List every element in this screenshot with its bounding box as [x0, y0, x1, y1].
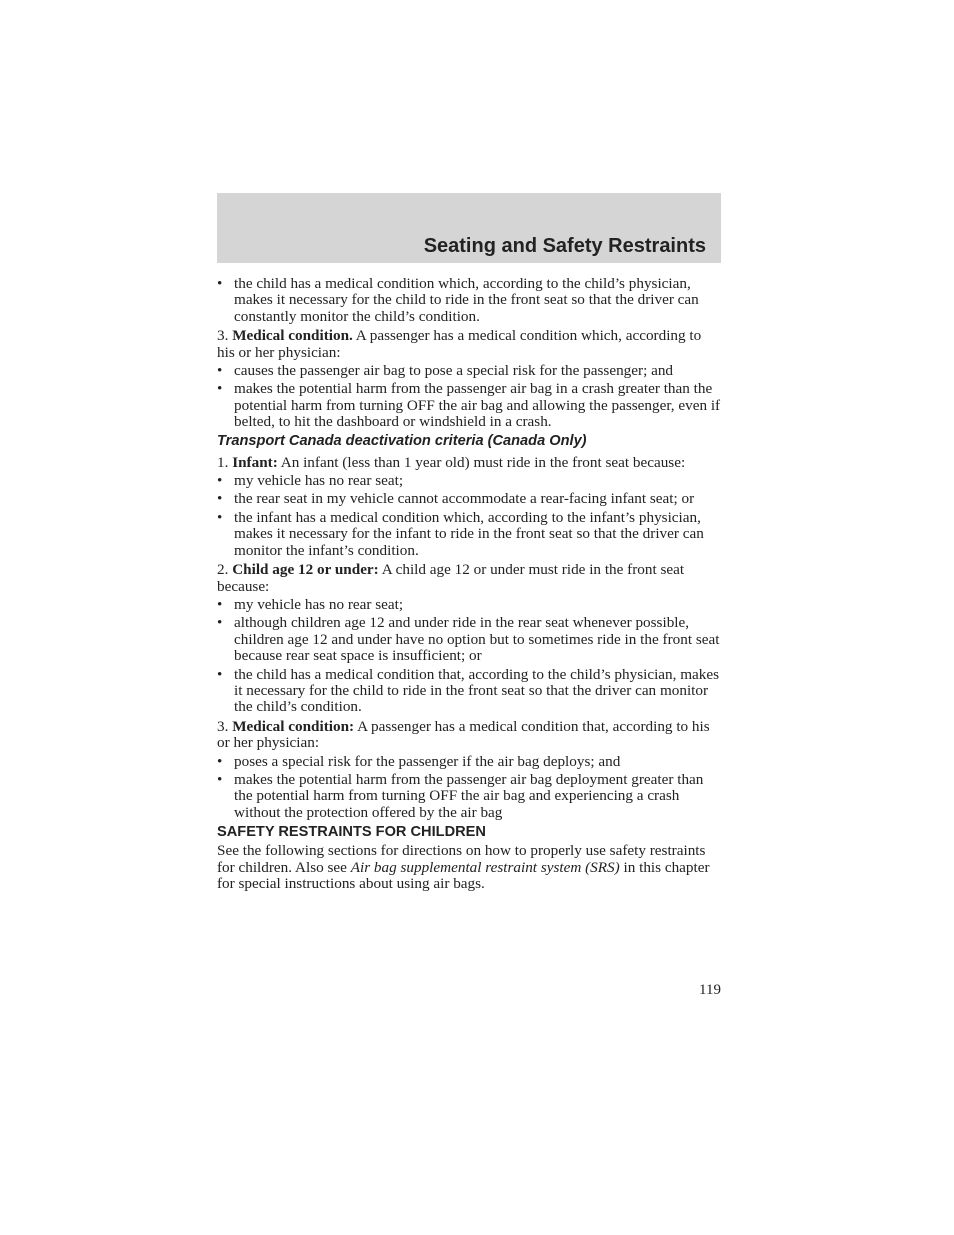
list-item: • poses a special risk for the passenger if the air bag deploys; and — [217, 752, 621, 770]
list-item: • the child has a medical condition which, according to the child’s physician, makes it necessary for the child to ride in the front seat so that the driver can constantly monitor the child’s condition. — [217, 275, 699, 325]
bullet-icon: • — [217, 770, 223, 788]
subheading: Transport Canada deactivation criteria (Canada Only) — [217, 432, 587, 449]
list-item: • makes the potential harm from the passenger air bag in a crash greater than the potential harm from turning OFF the air bag and allowing the passenger, even if belted, to hit the dashboard or windshield in a crash. — [217, 380, 721, 431]
bullet-icon: • — [217, 752, 223, 770]
list-item: • makes the potential harm from the passenger air bag deployment greater than the potential harm from turning OFF the air bag and experiencing a crash without the protection offered by the air bag — [217, 770, 704, 821]
paragraph: 1. Infant: An infant (less than 1 year old) must ride in the front seat because: — [217, 453, 686, 471]
list-item: • my vehicle has no rear seat; — [217, 472, 404, 490]
paragraph: 2. Child age 12 or under: A child age 12 or under must ride in the front seat because: — [217, 561, 685, 595]
cross-reference: Air bag supplemental restraint system (SRS) — [350, 858, 620, 876]
paragraph: 3. Medical condition: A passenger has a medical condition that, according to his or her physician: — [217, 717, 710, 752]
list-item: • the child has a medical condition that, according to the child’s physician, makes it necessary for the child to ride in the front seat so that the driver can monitor the child’s condition. — [217, 665, 720, 716]
bullet-icon: • — [217, 472, 223, 490]
section-heading: SAFETY RESTRAINTS FOR CHILDREN — [217, 824, 486, 841]
term-bold: Infant: — [232, 453, 278, 471]
bullet-icon: • — [217, 508, 223, 526]
section-header — [217, 193, 721, 263]
list-item: • causes the passenger air bag to pose a special risk for the passenger; and — [217, 362, 674, 380]
term-bold: Child age 12 or under: — [232, 561, 379, 579]
list-item: • the rear seat in my vehicle cannot accommodate a rear-facing infant seat; or — [217, 490, 695, 508]
page-number: 119 — [699, 982, 721, 998]
list-item: • the infant has a medical condition which, according to the infant’s physician, makes it necessary for the infant to ride in the front seat so that the driver can monitor the infant’s condition. — [217, 508, 704, 559]
list-item: • although children age 12 and under ride in the rear seat whenever possible, children age 12 and under have no option but to sometimes ride in the front seat because rear seat space is insufficient; or — [217, 614, 720, 665]
list-item: • my vehicle has no rear seat; — [217, 595, 404, 613]
bullet-icon: • — [217, 380, 223, 398]
bullet-icon: • — [217, 490, 223, 508]
term-bold: Medical condition. — [232, 327, 353, 345]
page-content — [217, 276, 721, 894]
bullet-icon: • — [217, 665, 223, 683]
bullet-icon: • — [217, 614, 223, 632]
section-title: Seating and Safety Restraints — [423, 235, 706, 257]
paragraph: See the following sections for directions on how to properly use safety restraints for children. Also see Air bag supplemental restraint system (SRS) in this chapter for special instructions about using air bags. — [217, 842, 710, 892]
paragraph: 3. Medical condition. A passenger has a medical condition which, according to his or her physician: — [217, 327, 702, 361]
bullet-icon: • — [217, 362, 223, 380]
term-bold: Medical condition: — [232, 717, 355, 735]
bullet-icon: • — [217, 595, 223, 613]
bullet-icon: • — [217, 275, 223, 292]
